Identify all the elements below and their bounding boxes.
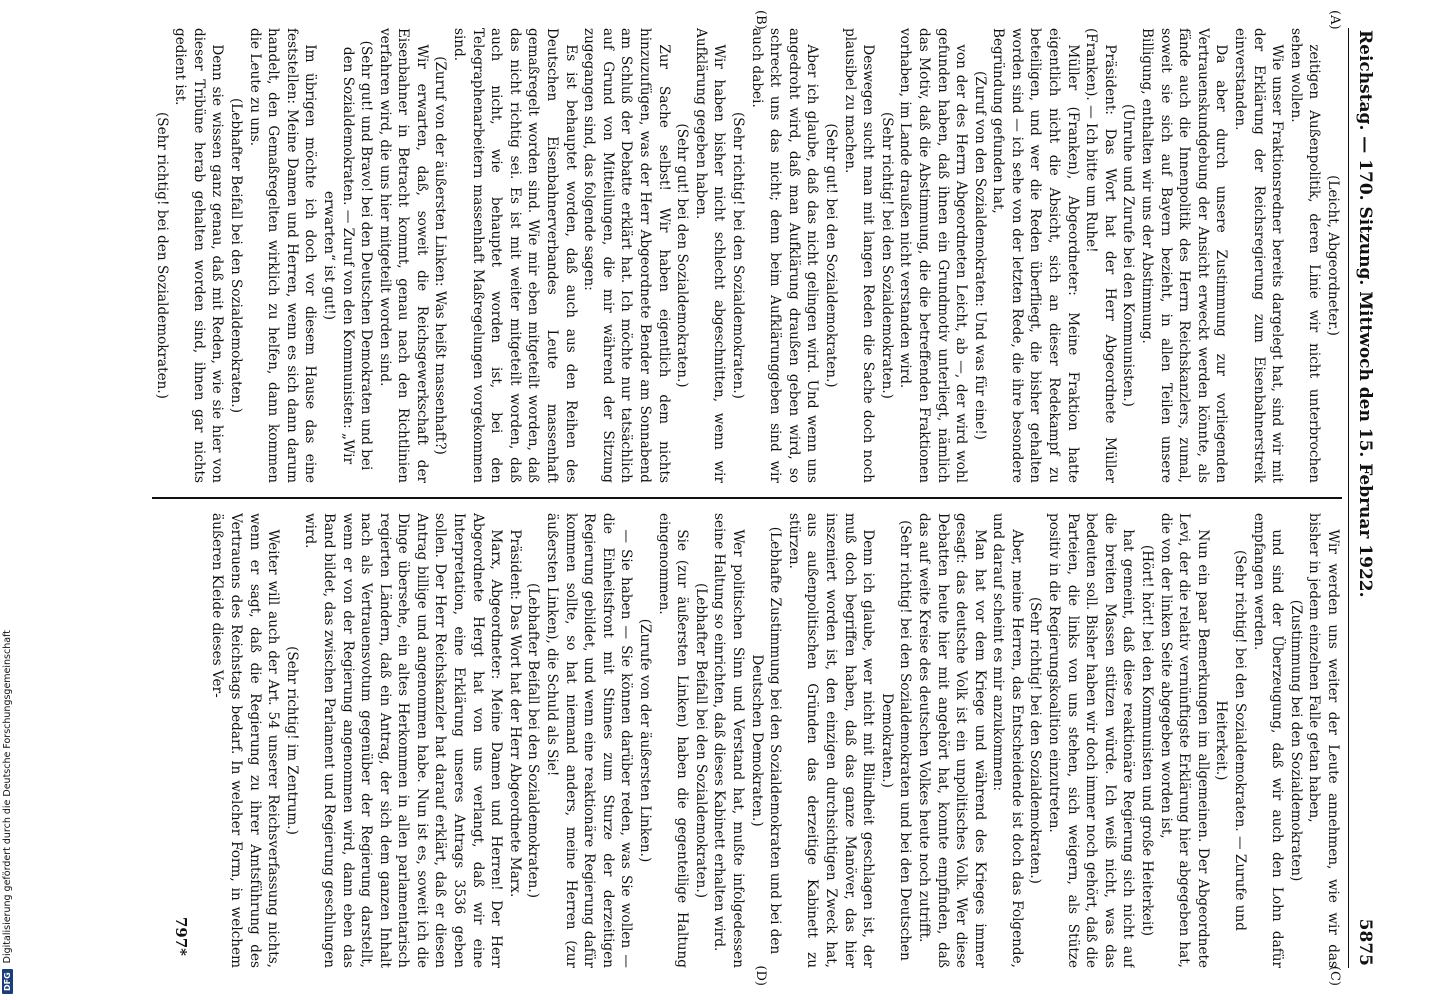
paragraph: (Sehr richtig! bei den Sozialdemokraten.)	[153, 112, 170, 399]
paragraph: Präsident: Das Wort hat der Herr Abgeordnete Marx.	[506, 529, 523, 898]
paragraph: (Zustimmung bei den Sozialdemokraten)	[1287, 599, 1304, 882]
paragraph: Nun ein paar Bemerkungen im allgemeinen. Der Abgeordnete Levi, der die relativ vernünftigste Erklärung hier abgegeben hat, die von der linken Seite abgegeben worden ist,	[1157, 513, 1211, 968]
paragraph: (Lebhafter Beifall bei den Sozialdemokraten.)	[525, 582, 542, 899]
paragraph: und sind der Überzeugung, daß wir auch den Lohn dafür empfangen werden.	[1250, 513, 1286, 968]
paragraph: Müller (Franken), Abgeordneter: Meine Fraktion hatte eigentlich nicht die Absicht, sich an dieser Redekampf zu beteiligen, und wer die Reden überfliegt, die bisher gehalten worden sind — ich sehe von der letzten Rede, die ihre besondere Begründung gefunden hat,	[990, 28, 1081, 483]
margin-marker-c: (C)	[1327, 965, 1342, 986]
paragraph: (Unruhe und Zurufe bei den Kommunisten.)	[1120, 104, 1137, 407]
left-column	[152, 28, 1342, 483]
paragraph: (Hört! hört! bei den Kommunisten und große Heiterkeit)	[1139, 544, 1156, 937]
paragraph: Deswegen sucht man mit langen Reden die Sache doch noch plausibel zu machen.	[841, 28, 877, 483]
paragraph: Marx, Abgeordneter: Meine Damen und Herren! Der Herr Abgeordnete Hergt hat von uns verlangt, daß wir eine Interpretation, eine Erklärung unseres Antrags 3536 geben sollen. Der Herr Reichskanzler hat darauf erklärt, daß er diesen Antrag billige und angenommen habe. Nun ist es, soweit ich die Dinge übersehe, ein altes Herkommen in allen parlamentarisch regierten Ländern, daß ein Antrag, der sich dem ganzen Inhalt nach als Vertrauensvotum gegenüber der Regierung darstellt, wenn er von der Regierung angenommen wird, dann eben das Band bildet, das zwischen Parlament und Regierung geschlungen wird.	[302, 513, 505, 968]
paragraph: (Leicht, Abgeordneter.)	[1325, 175, 1341, 336]
paragraph: (Zurufe von der äußersten Linken.)	[637, 618, 654, 863]
paragraph: Wie unser Fraktionsredner bereits dargelegt hat, sind wir mit der Erklärung der Reichsregierung zum Eisenbahnerstreik einverstanden.	[1232, 28, 1286, 483]
paragraph: Denn sie wissen ganz genau, daß mit Reden, wie sie hier von dieser Tribüne herab gehalten worden sind, ihnen gar nichts gedient ist.	[172, 28, 226, 483]
paragraph: Weiter will auch der Art. 54 unserer Reichsverfassung nichts, wenn er sagt, daß die Regierung zu ihrer Amtsführung des Vertrauens des Reichstags bedarf. In welcher Form, in welchem äußeren Kleide dieses Ver-	[209, 513, 282, 968]
paragraph: von der des Herrn Abgeordneten Leicht, ab —, der wird wohl gefunden haben, daß ihnen ein Grundmotiv unterliegt, nämlich das Motiv, daß die Abstimmung, die die betreffenden Fraktionen vorhaben, im Lande draußen nicht verstanden wird.	[897, 28, 970, 483]
paragraph: (Sehr gut! und Bravo! bei den Deutschen Demokraten und bei den Sozialdemokraten. — Zuruf von den Kommunisten: „Wir erwarten“ ist gut!)	[320, 40, 375, 471]
paragraph: Sie (zur äußersten Linken) haben die gegenteilige Haltung eingenommen.	[655, 513, 691, 968]
paragraph: (Sehr richtig! bei den Sozialdemokraten und bei den Deutschen Demokraten.)	[878, 520, 914, 961]
paragraph: (Lebhafter Beifall bei den Sozialdemokraten.)	[692, 582, 709, 899]
column-divider	[152, 497, 1342, 499]
paragraph: Wir haben bisher nicht schlecht abgeschnitten, wenn wir Aufklärung gegeben haben.	[692, 28, 728, 483]
paragraph: (Sehr richtig! bei den Sozialdemokraten. — Zurufe und Heiterkeit.)	[1213, 550, 1249, 931]
paragraph: (Zuruf von den Sozialdemokraten: Und was für eine!)	[971, 71, 988, 440]
paragraph: Wer politischen Sinn und Verstand hat, mußte infolgedessen seine Haltung so einrichten, daß dieses Kabinett erhalten wird.	[711, 513, 746, 968]
text-columns	[152, 10, 1348, 986]
paragraph: (Lebhafter Beifall bei den Sozialdemokraten.)	[227, 97, 244, 414]
paragraph: (Sehr richtig! bei den Sozialdemokraten.)	[878, 112, 895, 399]
paragraph: (Sehr richtig! im Zentrum.)	[283, 646, 300, 835]
paragraph: (Sehr gut! bei den Sozialdemokraten.)	[674, 123, 691, 388]
paragraph: (Sehr gut! bei den Sozialdemokraten.)	[822, 123, 839, 388]
paragraph: (Sehr richtig! bei den Sozialdemokraten.)	[730, 112, 746, 399]
digitization-footer	[0, 0, 14, 1000]
paragraph: Aber, meine Herren, das Entscheidende ist doch das Folgende, und darauf scheint es mir anzukommen:	[990, 513, 1025, 968]
paragraph: Wir werden uns weiter der Leute annehmen, wie wir das bisher in jedem einzelnen Falle getan haben,	[1306, 513, 1341, 968]
document-page	[105, 10, 1375, 986]
sheet-signature: 797*	[172, 916, 190, 956]
page-header	[1348, 28, 1375, 968]
paragraph: (Sehr richtig! bei den Sozialdemokraten.)	[1027, 597, 1044, 884]
page-number: 5875	[1355, 918, 1375, 966]
paragraph: Präsident: Das Wort hat der Herr Abgeordnete Müller (Franken). — Ich bitte um Ruhe!	[1083, 28, 1118, 483]
margin-marker-a: (A)	[1327, 10, 1342, 30]
paragraph: Es ist behauptet worden, daß auch aus den Reihen des Deutschen Eisenbahnerverbandes Leute massenhaft gemaßregelt worden sind. Wie mir eben mitgeteilt worden, daß das nicht richtig sei. Es ist mit weiter mitgeteilt worden, daß auch nicht, wie behauptet worden ist, bei den Telegraphenarbeitern massenhaft Maßregelungen vorgekommen sind.	[451, 28, 579, 483]
right-column	[152, 513, 1342, 968]
footer-text: Digitalisierung gefördert durch die Deutsche Forschungsgemeinschaft	[1, 630, 13, 964]
paragraph: Im übrigen möchte ich doch vor diesem Hause das eine feststellen: Meine Damen und Herren, wenn es sich dann darum handelt, den Gemaßregelten wirklich zu helfen, dann kommen die Leute zu uns.	[246, 28, 319, 483]
page-title: Reichstag. — 170. Sitzung. Mittwoch den 15. Februar 1922.	[1355, 30, 1375, 598]
paragraph: Aber ich glaube, daß das nicht gelingen wird. Und wenn uns angedroht wird, daß man Aufklärung draußen geben wird, so schreckt uns das nicht; denn beim Aufklärunggeben sind wir auch dabei.	[748, 28, 821, 483]
dfg-logo-icon: DFG	[2, 969, 13, 994]
paragraph: Wir erwarten, daß, soweit die Reichsgewerkschaft der Eisenbahner in Betracht kommt, genau nach den Richtlinien verfahren wird, die uns hier mitgeteilt worden sind.	[376, 28, 430, 483]
paragraph: zeitigen Außenpolitik, deren Linie wir nicht unterbrochen sehen wollen.	[1287, 28, 1323, 483]
paragraph: (Lebhafte Zustimmung bei den Sozialdemokraten und bei den Deutschen Demokraten.)	[748, 526, 784, 955]
paragraph: Denn ich glaube, wer nicht mit Blindheit geschlagen ist, der muß doch begriffen haben, daß das ganze Manöver, das hier inszeniert worden ist, den einzigen durchsichtigen Zweck hat, aus außenpolitischen Gründen das derzeitige Kabinett zu stürzen.	[785, 513, 877, 968]
paragraph: Da aber durch unsere Zustimmung zur vorliegenden Vertrauenskundgebung der Ansicht erweckt werden könnte, als fände auch die Innenpolitik des Herrn Reichskanzlers, zumal, soweit sie sich auf Bayern bezieht, in allen Teilen unsere Billigung, enthalten wir uns der Abstimmung.	[1139, 28, 1230, 483]
paragraph: Zur Sache selbst! Wir haben eigentlich dem nichts hinzuzufügen, was der Herr Abgeordnete Bender am Sonnabend am Schluß der Debatte erklärt hat. Ich möchte nur tatsächlich auf Grund von Mitteilungen, die mir während der Sitzung zugegangen sind, das folgende sagen:	[581, 28, 672, 483]
paragraph: hat gemeint, daß diese reaktionäre Regierung sich nicht auf die breiten Massen stützen würde. Ich weiß nicht, was das bedeuten soll. Bisher haben wir doch immer noch gehört, daß die Parteien, die links von uns stehen, sich weigern, als Stütze positiv in die Regierungskoalition einzutreten.	[1046, 513, 1137, 968]
margin-marker-d: (D)	[753, 965, 768, 986]
paragraph: — Sie haben — Sie können darüber reden, was Sie wollen — die Einheitsfront mit Stinnes zum Sturze der derzeitigen Regierung gebildet, und wenn eine reaktionäre Regierung dafür kommen sollte, so hat niemand anders, meine Herren (zur äußersten Linken), die Schuld als Sie!	[544, 513, 635, 968]
margin-marker-b: (B)	[753, 10, 768, 30]
paragraph: Man hat vor dem Kriege und während des Krieges immer gesagt: das deutsche Volk ist ein unpolitisches Volk. Wer diese Debatten heute hier mit angehört hat, konnte empfinden, daß das auf weite Kreise des deutschen Volkes heute noch zutrifft.	[915, 513, 988, 968]
paragraph: (Zuruf von der äußersten Linken: Was heißt massenhaft?)	[432, 56, 449, 455]
